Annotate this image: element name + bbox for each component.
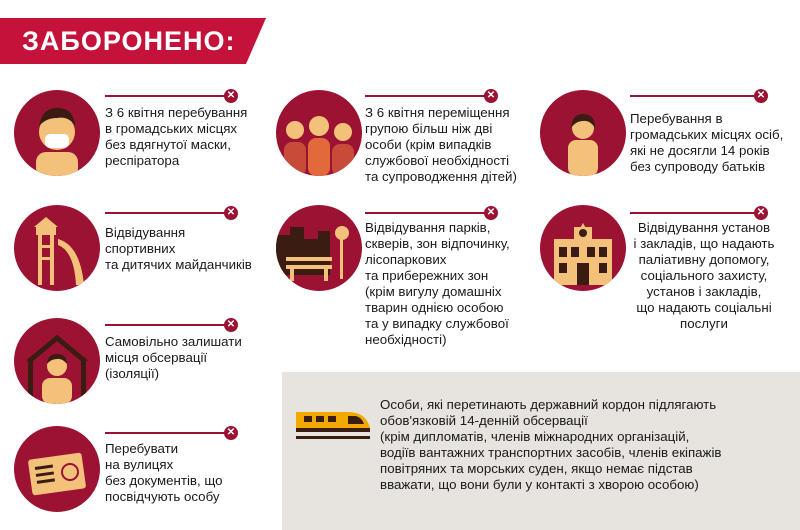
playground-icon <box>14 205 100 291</box>
divider-rule <box>365 212 487 214</box>
item-text-observation: Самовільно залишати місця обсервації (ізоляції) <box>105 334 242 381</box>
close-icon: ✕ <box>484 89 498 103</box>
close-icon: ✕ <box>224 426 238 440</box>
person-mask-icon <box>14 90 100 176</box>
passport-icon <box>14 426 100 512</box>
close-icon: ✕ <box>224 318 238 332</box>
divider-rule <box>105 212 225 214</box>
building-icon <box>540 205 626 291</box>
close-icon: ✕ <box>224 89 238 103</box>
close-icon: ✕ <box>484 206 498 220</box>
item-text-masks: З 6 квітня перебування в громадських місцях без вдягнутої маски, респіратора <box>105 105 248 168</box>
item-text-institutions: Відвідування установ і закладів, що надають паліативну допомогу, соціального захисту, установ і закладів, що надають соціальні послуги <box>633 220 775 331</box>
group-people-icon <box>276 90 362 176</box>
divider-rule <box>105 95 225 97</box>
train-icon <box>290 388 374 455</box>
item-text-playgrounds: Відвідування спортивних та дитячих майданчиків <box>105 225 252 272</box>
person-house-icon <box>14 318 100 404</box>
divider-rule <box>365 95 487 97</box>
close-icon: ✕ <box>224 206 238 220</box>
child-icon <box>540 90 626 176</box>
page-title: ЗАБОРОНЕНО: <box>22 26 236 56</box>
header-banner <box>0 18 266 64</box>
item-text-groups: З 6 квітня переміщення групою більш ніж дві особи (крім випадків службової необхідності та супроводження дітей) <box>365 105 517 184</box>
divider-rule <box>105 432 225 434</box>
item-text-parks: Відвідування парків, скверів, зон відпочинку, лісопаркових та прибережних зон (крім вигулу домашніх тварин однією особою та у випадку службової необхідності) <box>365 220 510 347</box>
park-bench-icon <box>276 205 362 291</box>
divider-rule <box>630 95 756 97</box>
close-icon: ✕ <box>754 89 768 103</box>
close-icon: ✕ <box>754 206 768 220</box>
item-text-children: Перебування в громадських місцях осіб, які не досягли 14 років без супроводу батьків <box>630 111 784 174</box>
border-crossing-text: Особи, які перетинають державний кордон підлягають обов'язковій 14-денній обсервації (крім дипломатів, членів міжнародних організацій, водіїв вантажних транспортних засобів, членів екіпажів повітряних та морських суден, якщо немає підстав вважати, що вони були у контакті з хворою особою) <box>380 397 722 492</box>
divider-rule <box>630 212 756 214</box>
item-text-documents: Перебувати на вулицях без документів, що посвідчують особу <box>105 441 223 504</box>
divider-rule <box>105 324 225 326</box>
